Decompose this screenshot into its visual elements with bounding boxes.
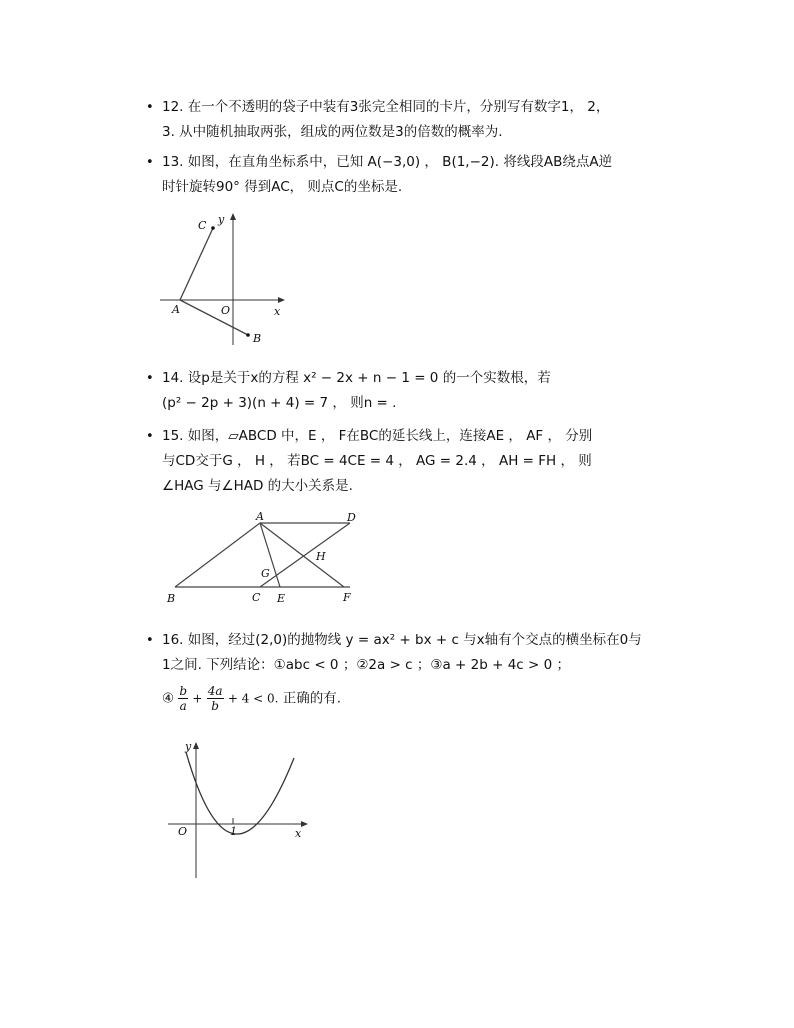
q16-line-3-end: 正确的有. bbox=[282, 690, 342, 707]
bullet: • bbox=[146, 100, 154, 115]
frac2-denominator: b bbox=[211, 699, 219, 713]
q16-line-2: 1之间. 下列结论：①abc < 0 ；②2a > c ；③a + 2b + 4c > 0 ； bbox=[162, 657, 570, 673]
q12-line-1: 12. 在一个不透明的袋子中装有3张完全相同的卡片，分别写有数字1， 2， bbox=[162, 99, 610, 115]
q13-line-2: 时针旋转90° 得到AC， 则点C的坐标是. bbox=[162, 179, 403, 195]
label-O: O bbox=[178, 825, 188, 838]
label-x: x bbox=[274, 305, 281, 318]
frac1-denominator: a bbox=[179, 699, 187, 713]
label-A: A bbox=[172, 303, 180, 316]
q14-line-1: 14. 设p是关于x的方程 x² − 2x + n − 1 = 0 的一个实数根，若 bbox=[162, 370, 551, 386]
label-H: H bbox=[316, 550, 326, 563]
q15-line-3: ∠HAG 与∠HAD 的大小关系是. bbox=[162, 478, 353, 494]
label-y: y bbox=[218, 213, 225, 226]
q16-figure bbox=[160, 738, 320, 883]
q14-line-2: (p² − 2p + 3)(n + 4) = 7 ， 则n = . bbox=[162, 395, 397, 411]
q16-line-3 bbox=[162, 684, 688, 713]
fraction-b-over-a bbox=[178, 684, 188, 713]
fraction-4a-over-b bbox=[207, 684, 224, 713]
inequality-tail: + 4 < 0. bbox=[227, 691, 279, 706]
plus-sign: + bbox=[192, 691, 203, 706]
label-C: C bbox=[198, 219, 207, 232]
label-D: D bbox=[347, 511, 356, 524]
label-O: O bbox=[221, 304, 231, 317]
bullet: • bbox=[146, 155, 154, 170]
label-1: 1 bbox=[230, 825, 237, 838]
bullet: • bbox=[146, 633, 154, 648]
question-15 bbox=[148, 424, 688, 499]
label-C: C bbox=[252, 591, 261, 604]
q16-line-1: 16. 如图，经过(2,0)的抛物线 y = ax² + bx + c 与x轴有个交点的横坐标在0与 bbox=[162, 632, 642, 648]
question-13 bbox=[148, 150, 688, 200]
label-x: x bbox=[295, 827, 302, 840]
bullet: • bbox=[146, 429, 154, 444]
q13-line-1: 13. 如图，在直角坐标系中，已知 A(−3,0) ， B(1,−2). 将线段AB绕点A逆 bbox=[162, 154, 613, 170]
label-B: B bbox=[167, 592, 176, 605]
question-16 bbox=[148, 628, 688, 713]
label-B: B bbox=[253, 332, 262, 345]
label-y: y bbox=[185, 740, 192, 753]
frac2-numerator: 4a bbox=[207, 684, 223, 698]
label-F: F bbox=[343, 591, 351, 604]
q15-line-1: 15. 如图，▱ABCD 中，E ， F在BC的延长线上，连接AE ， AF ， 分别 bbox=[162, 428, 593, 444]
bullet: • bbox=[146, 371, 154, 386]
label-E: E bbox=[277, 592, 286, 605]
q15-line-2: 与CD交于G ， H ， 若BC = 4CE = 4 ， AG = 2.4 ， AH = FH ， 则 bbox=[162, 453, 592, 469]
frac1-numerator: b bbox=[179, 684, 188, 698]
question-14 bbox=[148, 366, 688, 416]
q15-figure bbox=[160, 508, 370, 608]
circled-4: ④ bbox=[162, 690, 175, 707]
q13-figure bbox=[155, 205, 295, 350]
question-12 bbox=[148, 95, 688, 145]
label-G: G bbox=[261, 567, 270, 580]
q12-line-2: 3. 从中随机抽取两张，组成的两位数是3的倍数的概率为. bbox=[162, 124, 503, 140]
label-A: A bbox=[256, 510, 264, 523]
